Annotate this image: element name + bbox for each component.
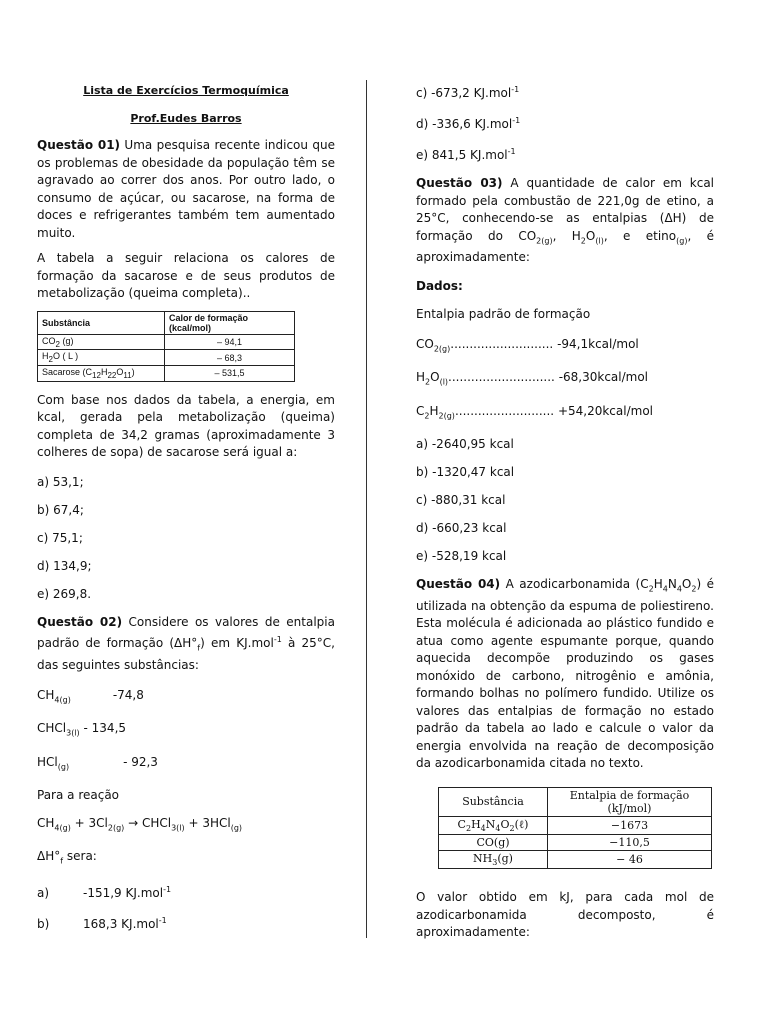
question-2-text: Questão 02) Considere os valores de entalpia padrão de formação $(\Delta H^\circ_f)$ em KJ.mol$^{-1}$ à 25°C, das seguintes substâncias: (37, 614, 335, 673)
question-3-options (416, 430, 714, 570)
question-3-text: Questão 03) A quantidade de calor em kcal formado pela combustão de 221,0g de etino, a 25°C, conhecendo-se as entalpias (ΔH) de formação do $CO_{2(g)}$, $H_2O_{(l)}$, e etino$_{(g)}$, é aproximadamente: (416, 176, 715, 265)
option-a: a) -151,9 KJ.mol$^{-1}$ (37, 884, 172, 900)
question-1-text2: A tabela a seguir relaciona os calores de formação da sacarose e de seus produtos de metabolização (queima completa).. (37, 251, 335, 300)
option-b: b) 67,4; (37, 502, 84, 517)
reaction-equation: $CH_{4(g)} + 3Cl_{2(g)}$ → CHCl$_{3(l)}$ + 3HCl$_{(g)}$ (37, 815, 243, 833)
table-row: $C_2H_4N_4O_2(\ell)$ −1673 (439, 816, 712, 834)
table-row: $NH_3(g)$ − 46 (439, 851, 712, 869)
dados-label: Dados: (416, 278, 463, 293)
table-row: $CO_2$ (g) – 94,1 (38, 334, 295, 350)
formation-values (416, 330, 714, 430)
question-1-options (37, 468, 335, 608)
question-3-label: Questão 03) (416, 176, 503, 190)
option-a: a) -2640,95 kcal (416, 437, 514, 452)
table-row: CO(g) −110,5 (439, 835, 712, 851)
question-1-text: Questão 01) Uma pesquisa recente indicou que os problemas de obesidade da população têm se agravado ao correr dos anos. Por outro lado, o consumo de açúcar, ou sacarose, na forma de doces e refrigerantes também tem aumentado muito. (37, 138, 335, 240)
document-title: Lista de Exercícios Termoquímica (83, 84, 289, 97)
question-4-text: Questão 04) A azodicarbonamida $(C_2H_4N_4O_2)$ é utilizada na obtenção da espuma de poliestireno. Esta molécula é adicionada ao plástico fundido e atua como agente espumante porque, quando aquecida decompõe produzindo os gases monóxido de carbono, nitrogênio e amônia, formando bolhas no polímero fundido. Utilize os valores das entalpias de formação no estado padrão da tabela ao lado e calcule o valor da energia envolvida na reação de decomposição da azodicarbonamida citada no texto. (416, 577, 714, 771)
column-divider (366, 80, 367, 938)
option-e: e) 269,8. (37, 586, 92, 601)
list-item: $CO_{2(g)}$........................... -94,1kcal/mol (416, 336, 639, 354)
substance-list (37, 681, 335, 781)
question-1-text3: Com base nos dados da tabela, a energia, em kcal, gerada pela metabolização (queima) completa de 34,2 gramas (aproximadamente 3 colheres de sopa) de sacarose será igual a: (37, 392, 335, 460)
option-b: b) 168,3 KJ.mol$^{-1}$ (37, 915, 167, 931)
list-item: $H_2O_{(l)}$............................ -68,30kcal/mol (416, 370, 649, 387)
question-2-label: Questão 02) (37, 614, 123, 629)
option-b: b) -1320,47 kcal (416, 465, 515, 480)
list-item: HCl$_{(g)}$ - 92,3 (37, 754, 158, 771)
table-header: Substância Calor de formação (kcal/mol) (38, 311, 295, 334)
delta-h-label: $\Delta H^\circ_f$ sera: (37, 849, 97, 866)
left-column (37, 82, 335, 938)
right-column (416, 82, 714, 942)
table-header: Substância Entalpia de formação (kJ/mol) (439, 787, 712, 816)
option-a: a) 53,1; (37, 474, 84, 489)
option-c: c) -880,31 kcal (416, 493, 506, 508)
option-c: c) -673,2 KJ.mol$^{-1}$ (416, 85, 520, 100)
option-e: e) 841,5 KJ.mol$^{-1}$ (416, 147, 516, 162)
table-row: $H_2O$ ( L ) – 68,3 (38, 350, 295, 366)
question-4-label: Questão 04) (416, 577, 501, 592)
entalpia-label: Entalpia padrão de formação (416, 307, 591, 322)
author: Prof.Eudes Barros (130, 111, 242, 125)
option-d: d) 134,9; (37, 558, 92, 573)
option-c: c) 75,1; (37, 530, 83, 545)
list-item: CHCl$_{3(l)}$ - 134,5 (37, 721, 127, 738)
reaction-label: Para a reação (37, 787, 120, 802)
list-item: $C_2H_{2(g)}$.......................... +54,20kcal/mol (416, 403, 654, 421)
formation-heat-table (37, 311, 295, 382)
question-4-final: O valor obtido em kJ, para cada mol de azodicarbonamida decomposto, é aproximadamente: (416, 890, 714, 940)
option-d: d) -336,6 KJ.mol$^{-1}$ (416, 116, 521, 131)
enthalpy-table (438, 787, 712, 869)
option-d: d) -660,23 kcal (416, 521, 507, 536)
option-e: e) -528,19 kcal (416, 549, 507, 564)
list-item: $CH_{4(g)}$ -74,8 (37, 687, 144, 705)
table-row: Sacarose $(C_{12}H_{22}O_{11})$ – 531,5 (38, 366, 295, 382)
question-1-label: Questão 01) (37, 138, 121, 152)
